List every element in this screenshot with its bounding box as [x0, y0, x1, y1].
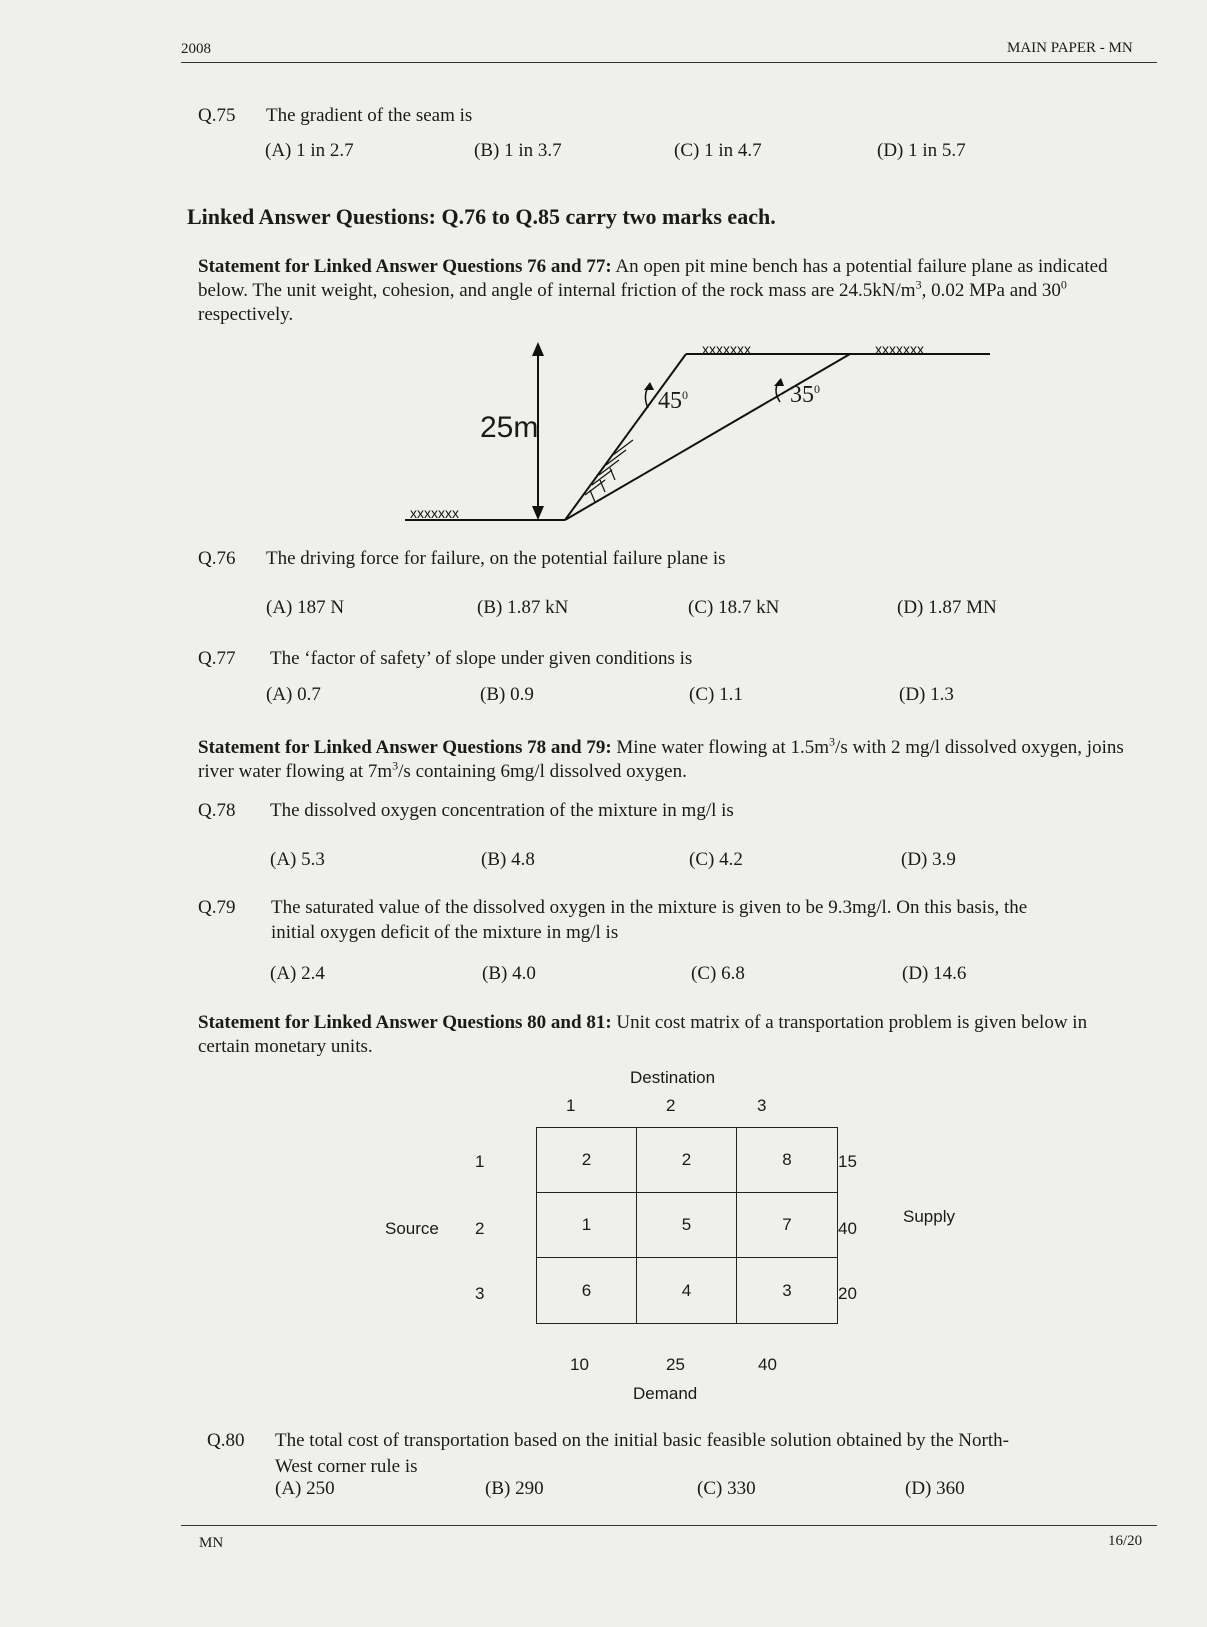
footer-rule: [181, 1525, 1157, 1526]
source-header-1: 1: [475, 1152, 485, 1171]
statement-78-79-body2: /s with 2 mg/l dissolved oxygen, joins river water flowing at 7m: [198, 737, 1124, 782]
q80-option-c: (C) 330: [697, 1478, 756, 1499]
cost-cell: 6: [537, 1258, 637, 1323]
q76-option-d: (D) 1.87 MN: [897, 597, 997, 618]
face-angle-label: [658, 388, 688, 415]
linked-answer-heading: Linked Answer Questions: Q.76 to Q.85 carry two marks each.: [187, 204, 776, 229]
demand-value-1: 10: [570, 1355, 589, 1374]
face-angle-value: 45: [658, 388, 682, 414]
cost-cell: 4: [637, 1258, 737, 1323]
svg-text:xxxxxxx: xxxxxxx: [702, 341, 751, 357]
statement-78-79-body1: Mine water flowing at 1.5m: [611, 737, 830, 758]
q75-option-a: (A) 1 in 2.7: [265, 140, 354, 161]
q78-number: Q.78: [198, 800, 236, 821]
q75-option-d: (D) 1 in 5.7: [877, 140, 966, 161]
dest-header-1: 1: [566, 1096, 576, 1115]
cost-cell: 7: [737, 1193, 837, 1258]
plane-angle-value: 35: [790, 382, 814, 408]
header-paper: MAIN PAPER - MN: [1007, 40, 1133, 56]
statement-80-81-lead: Statement for Linked Answer Questions 80 and 81:: [198, 1012, 612, 1033]
q79-number: Q.79: [198, 897, 236, 918]
q78-option-a: (A) 5.3: [270, 849, 325, 870]
statement-76-77-body3: respectively.: [198, 304, 294, 325]
plane-angle-label: [790, 382, 820, 409]
height-label: 25m: [480, 411, 539, 444]
face-angle-sup: 0: [682, 388, 688, 402]
statement-76-77-lead: Statement for Linked Answer Questions 76 and 77:: [198, 256, 612, 277]
dest-header-3: 3: [757, 1096, 767, 1115]
statement-76-77-sup1: 3: [915, 277, 922, 292]
q79-line1: The saturated value of the dissolved oxygen in the mixture is given to be 9.3mg/l. On this basis, the: [271, 897, 1028, 918]
statement-76-77-body1: An open pit mine bench has a potential failure plane as indicated below. The unit weight, cohesion, and angle of internal friction of the rock mass are 24.5kN/m: [198, 256, 1108, 301]
q79-option-d: (D) 14.6: [902, 963, 967, 984]
q80-option-d: (D) 360: [905, 1478, 965, 1499]
statement-78-79-body3: /s containing 6mg/l dissolved oxygen.: [398, 761, 687, 782]
source-header-3: 3: [475, 1284, 485, 1303]
statement-78-79-lead: Statement for Linked Answer Questions 78 and 79:: [198, 737, 612, 758]
q76-option-b: (B) 1.87 kN: [477, 597, 569, 618]
q78-option-d: (D) 3.9: [901, 849, 956, 870]
q78-option-b: (B) 4.8: [481, 849, 535, 870]
q80-number: Q.80: [207, 1430, 245, 1451]
q75-option-c: (C) 1 in 4.7: [674, 140, 762, 161]
q80-line1: The total cost of transportation based on the initial basic feasible solution obtained by the North-: [275, 1430, 1009, 1451]
source-header-2: 2: [475, 1219, 485, 1238]
cost-cell: 2: [637, 1128, 737, 1193]
q79-option-a: (A) 2.4: [270, 963, 325, 984]
statement-80-81: [198, 1011, 1138, 1059]
q77-option-d: (D) 1.3: [899, 684, 954, 705]
supply-value-2: 40: [838, 1219, 857, 1238]
cost-cell: 2: [537, 1128, 637, 1193]
q76-number: Q.76: [198, 548, 236, 569]
cost-cell: 5: [637, 1193, 737, 1258]
q78-text: The dissolved oxygen concentration of the mixture in mg/l is: [270, 800, 734, 821]
q76-option-a: (A) 187 N: [266, 597, 345, 618]
q77-text: The ‘factor of safety’ of slope under given conditions is: [270, 648, 693, 669]
q79-option-c: (C) 6.8: [691, 963, 745, 984]
header-rule: [181, 62, 1157, 63]
supply-value-1: 15: [838, 1152, 857, 1171]
cost-cell: 3: [782, 1280, 792, 1300]
plane-angle-sup: 0: [814, 382, 820, 396]
q77-option-b: (B) 0.9: [480, 684, 534, 705]
cost-matrix: [536, 1127, 838, 1324]
q80-line2: West corner rule is: [275, 1456, 418, 1477]
svg-text:xxxxxxx: xxxxxxx: [410, 505, 459, 521]
q77-number: Q.77: [198, 648, 236, 669]
dest-header-2: 2: [666, 1096, 676, 1115]
statement-78-79: [198, 736, 1138, 784]
demand-value-3: 40: [758, 1355, 777, 1374]
supply-label: Supply: [903, 1207, 955, 1226]
q80-option-b: (B) 290: [485, 1478, 544, 1499]
cost-cell: 1: [537, 1193, 637, 1258]
destination-label: Destination: [630, 1068, 716, 1087]
q79-option-b: (B) 4.0: [482, 963, 536, 984]
supply-value-3: 20: [838, 1284, 857, 1303]
q77-option-c: (C) 1.1: [689, 684, 743, 705]
slope-failure-diagram: [380, 340, 1020, 530]
statement-80-81-body: Unit cost matrix of a transportation problem is given below in certain monetary units.: [198, 1012, 1088, 1057]
q78-option-c: (C) 4.2: [689, 849, 743, 870]
svg-text:xxxxxxx: xxxxxxx: [875, 341, 924, 357]
q80-option-a: (A) 250: [275, 1478, 335, 1499]
cost-cell: 8: [737, 1128, 837, 1193]
q76-text: The driving force for failure, on the potential failure plane is: [266, 548, 726, 569]
q77-option-a: (A) 0.7: [266, 684, 321, 705]
statement-76-77: [198, 255, 1138, 327]
demand-label: Demand: [633, 1384, 698, 1403]
q75-option-b: (B) 1 in 3.7: [474, 140, 562, 161]
source-label: Source: [385, 1219, 439, 1238]
q76-option-c: (C) 18.7 kN: [688, 597, 780, 618]
header-year: 2008: [181, 41, 211, 57]
q75-number: Q.75: [198, 105, 236, 126]
q79-line2: initial oxygen deficit of the mixture in mg/l is: [271, 922, 619, 943]
footer-page: 16/20: [1108, 1533, 1143, 1549]
statement-76-77-body2: , 0.02 MPa and 30: [921, 280, 1061, 301]
footer-code: MN: [199, 1535, 224, 1551]
demand-value-2: 25: [666, 1355, 685, 1374]
statement-78-79-sup1: 3: [829, 734, 836, 749]
statement-78-79-sup2: 3: [392, 758, 399, 773]
statement-76-77-sup2: 0: [1060, 277, 1067, 292]
q75-text: The gradient of the seam is: [266, 105, 473, 126]
